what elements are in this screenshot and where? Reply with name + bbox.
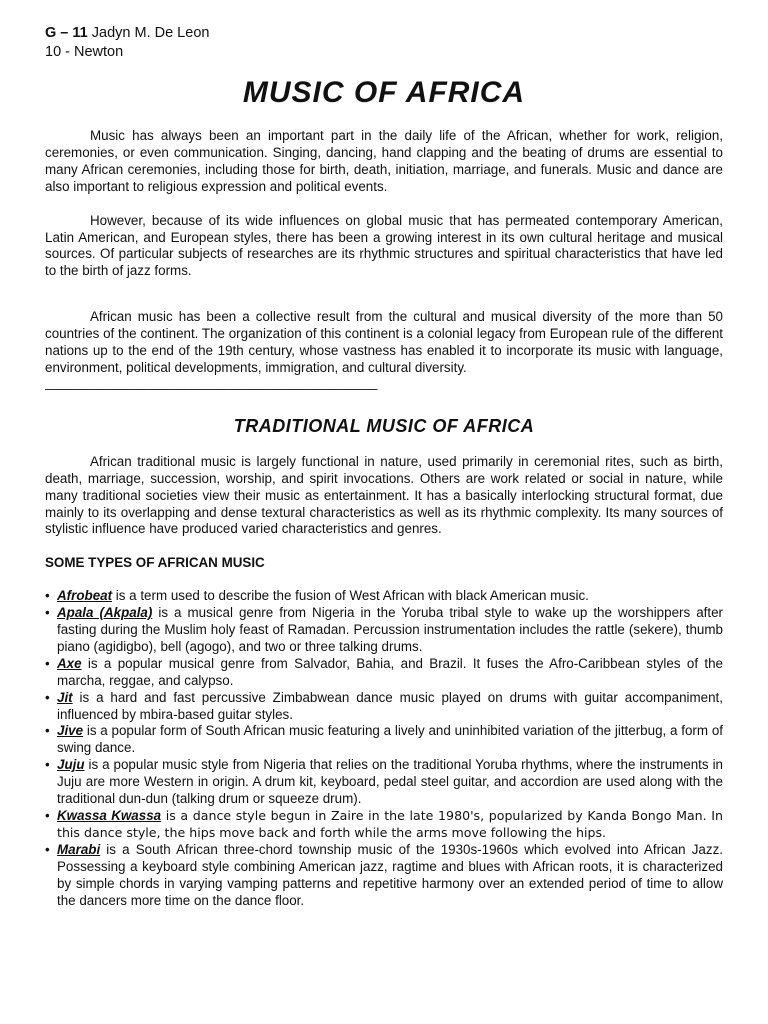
type-description: is a dance style begun in Zaire in the late 1980's, popularized by Kanda Bongo Man. In this dance style, the hips move back and forth while the arms move following the hips.	[57, 808, 723, 840]
list-item-jive	[45, 723, 723, 757]
type-term: Afrobeat	[57, 588, 113, 604]
list-item-apala	[45, 605, 723, 656]
type-term: Axe	[57, 655, 82, 671]
types-list	[45, 588, 723, 909]
intro-paragraph-3: African music has been a collective result from the cultural and musical diversity of the more than 50 countries of the continent. The organization of this continent is a colonial legacy from European rule of the different nations up to the end of the 19th century, whose vastness has enabled it to incorporate its music with language, environment, political developments, immigration, and cultural diversity.	[45, 309, 723, 375]
list-item-kwassa-kwassa	[45, 808, 723, 842]
section-paragraph: African traditional music is largely functional in nature, used primarily in ceremonial rites, such as birth, death, marriage, succession, worship, and spirit invocations. Others are work related or social in nature, while many traditional societies view their music as entertainment. It has a basically interlocking structural format, due mainly to its overlapping and dense textural characteristics as well as its rhythmic complexity. Its many sources of stylistic influence have produced varied characteristics and genres.	[45, 453, 723, 537]
type-description: is a popular form of South African music featuring a lively and uninhibited variation of the jitterbug, a form of swing dance.	[57, 723, 723, 756]
bullet-icon: •	[45, 808, 50, 823]
type-term: Marabi	[57, 841, 101, 857]
bullet-icon: •	[45, 655, 50, 671]
intro-paragraph-2: However, because of its wide influences on global music that has permeated contemporary American, Latin American, and European styles, there has been a growing interest in its own cultural heritage and musical sources. Of particular subjects of researches are its rhythmic structures and spiritual characteristics that have led to the birth of jazz forms.	[45, 212, 723, 279]
grade-label: G – 11	[45, 25, 88, 41]
page-title: MUSIC OF AFRICA	[242, 76, 526, 109]
list-item-axe	[45, 656, 723, 690]
document-page	[45, 24, 723, 909]
bullet-icon: •	[45, 605, 50, 621]
intro-paragraph-1: Music has always been an important part in the daily life of the African, whether for work, religion, ceremonies, or even communication. Singing, dancing, hand clapping and the beating of drums are essential to many African ceremonies, including those for birth, death, initiation, marriage, and funerals. Music and dance are also important to religious expression and political events.	[45, 128, 723, 194]
section-line: 10 - Newton	[45, 44, 124, 60]
author-line	[45, 24, 723, 43]
list-item-juju	[45, 757, 723, 808]
type-term: Kwassa Kwassa	[57, 808, 162, 823]
type-term: Jit	[57, 689, 73, 705]
type-description: is a musical genre from Nigeria in the Yoruba tribal style to wake up the worshippers after fasting during the Muslim holy feast of Ramadan. Percussion instrumentation includes the rattle (sekere), thumb piano (agidigbo), bell (agogo), and two or three talking drums.	[57, 605, 723, 654]
type-description: is a popular music style from Nigeria that relies on the traditional Yoruba rhythms, where the instruments in Juju are more Western in origin. A drum kit, keyboard, pedal steel guitar, and accordion are used along with the traditional dun-dun (talking drum or squeeze drum).	[57, 757, 723, 807]
type-term: Apala (Akpala)	[57, 605, 153, 621]
section-title: TRADITIONAL MUSIC OF AFRICA	[233, 415, 535, 436]
type-description: is a hard and fast percussive Zimbabwean dance music played on drums with guitar accompaniment, influenced by mbira-based guitar styles.	[57, 689, 723, 722]
type-term: Juju	[57, 757, 85, 773]
list-item-jit	[45, 690, 723, 724]
type-term: Jive	[57, 723, 84, 739]
section-divider: ——————————————————————————————————————————————————	[45, 381, 377, 397]
type-description: is a term used to describe the fusion of West African with black American music.	[112, 588, 589, 604]
bullet-icon: •	[45, 757, 50, 773]
list-item-marabi	[45, 842, 723, 910]
author-name: Jadyn M. De Leon	[91, 25, 210, 41]
bullet-icon: •	[45, 723, 50, 739]
type-description: is a popular musical genre from Salvador, Bahia, and Brazil. It fuses the Afro-Caribbean styles of the marcha, reggae, and calypso.	[57, 655, 723, 688]
bullet-icon: •	[45, 841, 50, 857]
list-item-afrobeat	[45, 588, 723, 605]
bullet-icon: •	[45, 588, 50, 604]
bullet-icon: •	[45, 689, 50, 705]
type-description: is a South African three-chord township music of the 1930s-1960s which evolved into African Jazz. Possessing a keyboard style combining American jazz, ragtime and blues with African roots, it is characterized by simple chords in varying vamping patterns and repetitive harmony over an extended period of time to allow the dancers more time on the dance floor.	[57, 841, 723, 908]
types-heading: SOME TYPES OF AFRICAN MUSIC	[45, 555, 265, 571]
